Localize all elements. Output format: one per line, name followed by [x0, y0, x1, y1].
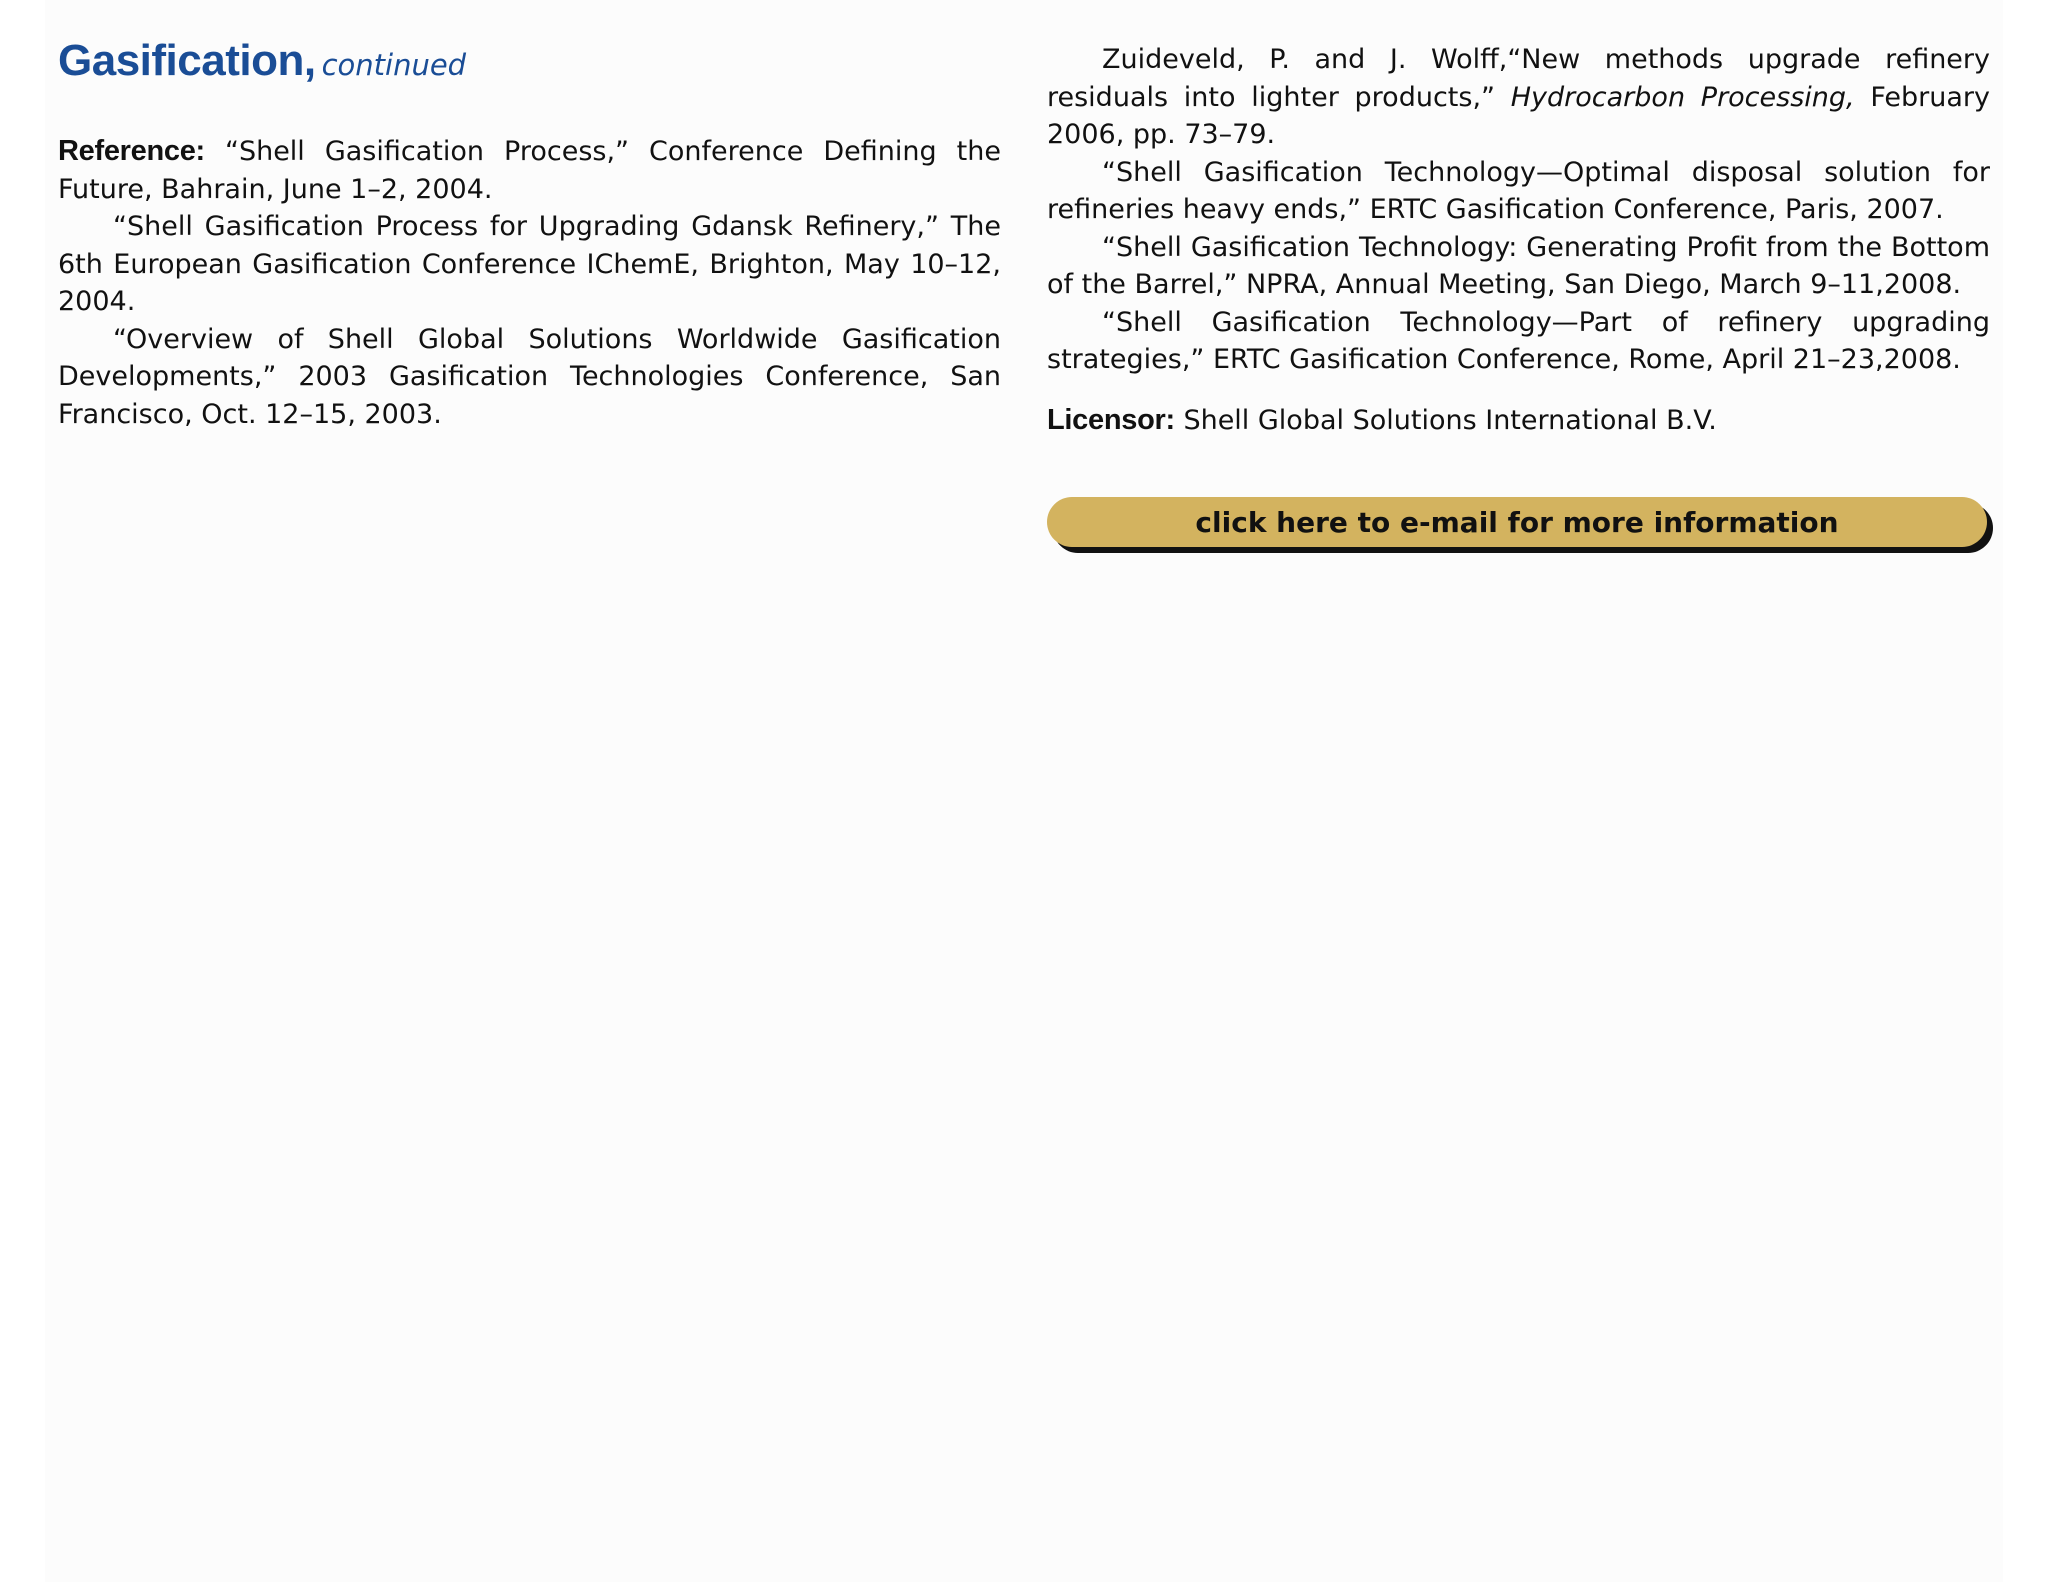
reference-continued [1047, 41, 1990, 379]
reference-entry-text: February 2006, pp. 73–79. [1047, 81, 1990, 150]
page-title: Gasification, [58, 36, 316, 85]
reference-entry [1047, 41, 1990, 154]
email-info-button-label: click here to e-mail for more information [1195, 505, 1839, 539]
journal-title: Hydrocarbon Processing, [1510, 81, 1855, 113]
email-info-button[interactable] [1047, 497, 1987, 547]
page-subtitle: continued [321, 48, 467, 82]
licensor-value: Shell Global Solutions International B.V. [1183, 405, 1717, 436]
licensor-section [1047, 402, 1990, 440]
licensor-line [1047, 402, 1990, 440]
reference-section [58, 133, 1001, 433]
reference-entry: “Shell Gasification Technology: Generating Profit from the Bottom of the Barrel,” NPRA, Annual Meeting, San Diego, March 9–11,2008. [1047, 231, 1990, 300]
reference-entry [58, 133, 1001, 208]
reference-entry: “Shell Gasification Technology—Part of refinery upgrading strategies,” ERTC Gasification Conference, Rome, April 21–23,2008. [1047, 306, 1990, 375]
reference-entry-text: “Shell Gasification Process,” Conference Defining the Future, Bahrain, June 1–2, 2004. [58, 136, 1001, 205]
licensor-label: Licensor: [1047, 404, 1175, 436]
reference-entry-text: Zuideveld, P. and J. Wolff,“New methods upgrade refinery residuals into lighter products,” [1047, 44, 1990, 113]
page-heading [58, 36, 466, 86]
reference-label: Reference: [58, 135, 205, 167]
reference-entry: “Overview of Shell Global Solutions Worldwide Gasification Developments,” 2003 Gasification Technologies Conference, San Francisco, Oct. 12–15, 2003. [58, 323, 1001, 430]
reference-entry: “Shell Gasification Process for Upgrading Gdansk Refinery,” The 6th European Gasification Conference IChemE, Brighton, May 10–12, 2004. [58, 211, 1001, 317]
reference-entry: “Shell Gasification Technology—Optimal disposal solution for refineries heavy ends,” ERTC Gasification Conference, Paris, 2007. [1047, 156, 1990, 225]
